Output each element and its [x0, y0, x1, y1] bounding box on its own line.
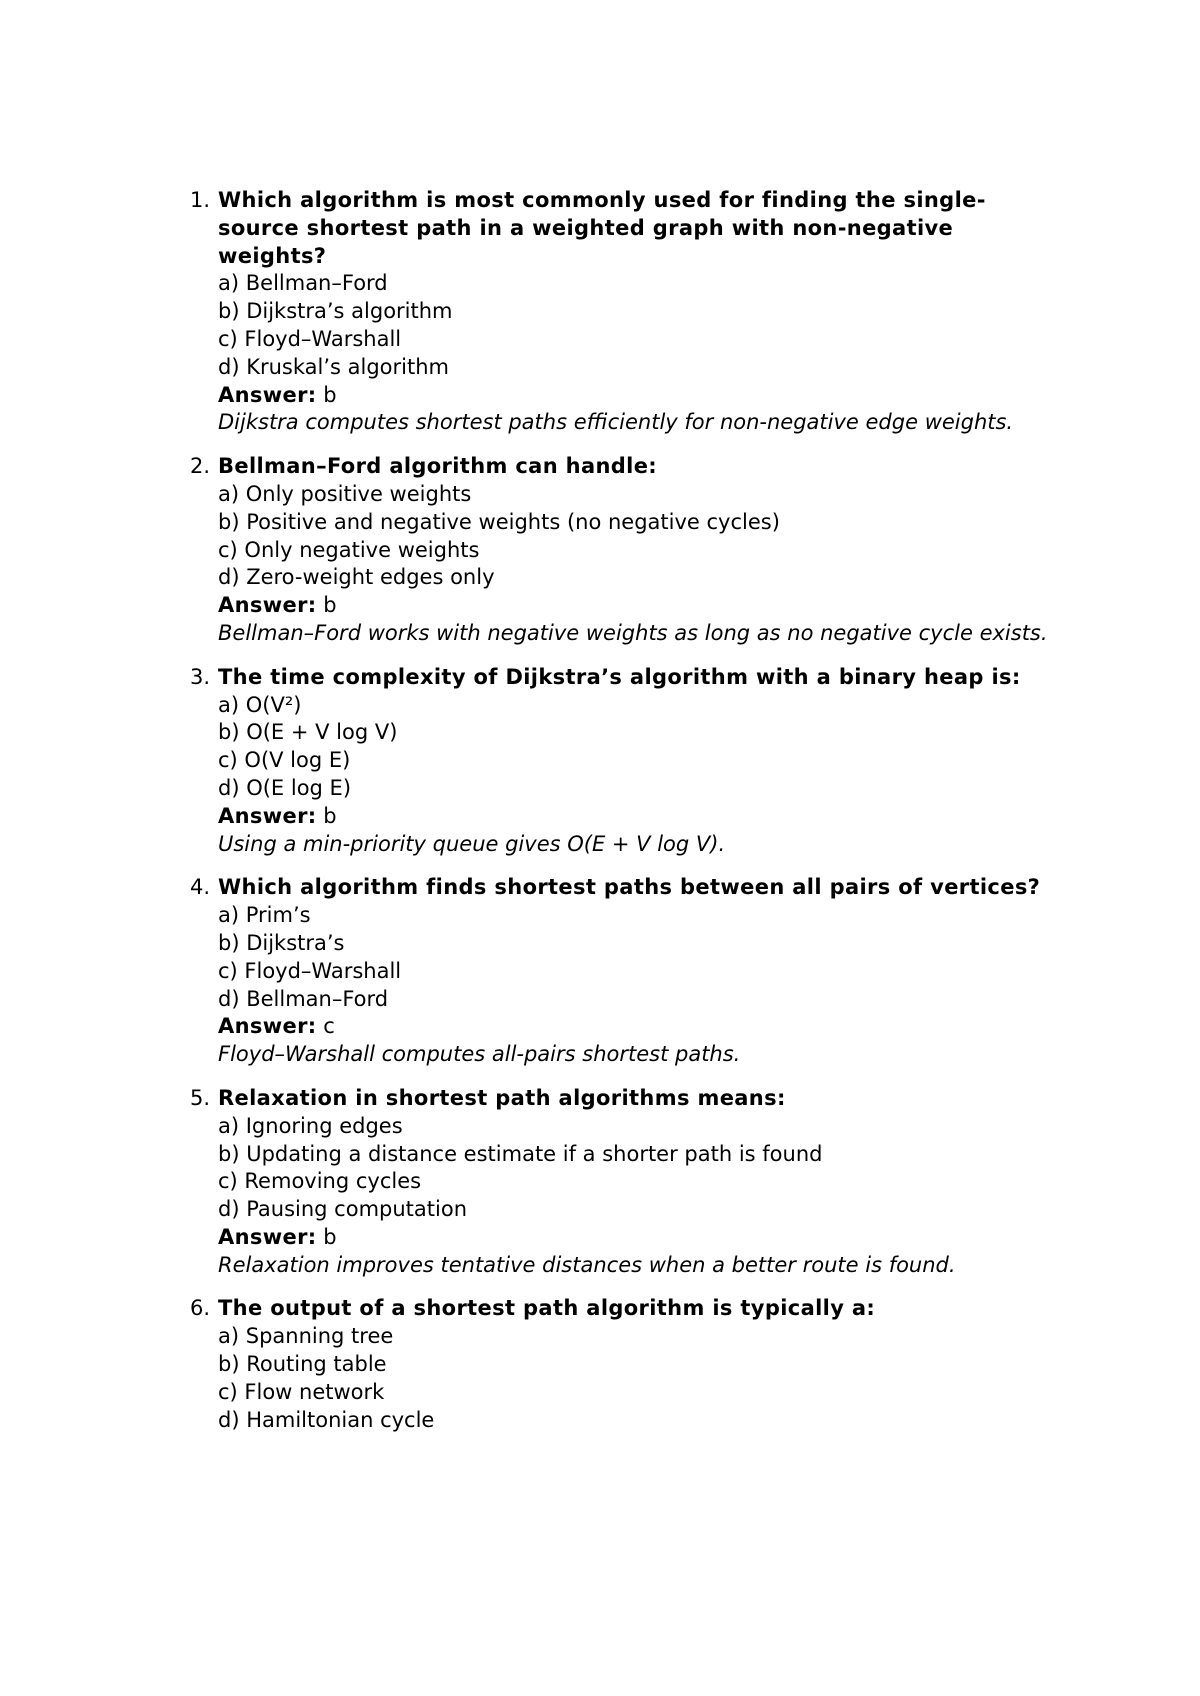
explanation: Relaxation improves tentative distances when a better route is found.: [218, 1252, 956, 1277]
question-number: 6.: [189, 1296, 210, 1321]
question-text: The time complexity of Dijkstra’s algorithm with a binary heap is:: [218, 664, 1021, 689]
explanation: Bellman–Ford works with negative weights as long as no negative cycle exists.: [218, 620, 1048, 645]
question-item: [189, 874, 1058, 1069]
option-a: a) Spanning tree: [218, 1324, 394, 1349]
option-c: c) Floyd–Warshall: [218, 958, 402, 983]
option-b: b) O(E + V log V): [218, 720, 398, 745]
question-text: Relaxation in shortest path algorithms means:: [218, 1085, 786, 1110]
question-text: Which algorithm finds shortest paths between all pairs of vertices?: [218, 875, 1041, 900]
option-a: a) O(V²): [218, 692, 302, 717]
answer-line: [218, 1013, 1058, 1041]
option-d: d) Bellman–Ford: [218, 986, 389, 1011]
explanation: Using a min-priority queue gives O(E + V log V).: [218, 831, 726, 856]
option-d: d) Zero-weight edges only: [218, 565, 495, 590]
question-number: 2.: [189, 454, 210, 479]
answer-label: Answer:: [218, 1014, 317, 1039]
question-item: [189, 187, 1058, 437]
answer-line: [218, 382, 1058, 410]
option-b: b) Dijkstra’s algorithm: [218, 299, 453, 324]
question-list: [189, 187, 1058, 1450]
answer-label: Answer:: [218, 803, 317, 828]
option-d: d) Kruskal’s algorithm: [218, 354, 449, 379]
option-d: d) Hamiltonian cycle: [218, 1407, 435, 1432]
option-a: a) Ignoring edges: [218, 1113, 403, 1138]
question-number: 4.: [189, 875, 210, 900]
question-item: [189, 453, 1058, 648]
option-a: a) Only positive weights: [218, 481, 472, 506]
option-b: b) Routing table: [218, 1352, 387, 1377]
question-item: [189, 1085, 1058, 1280]
option-c: c) Only negative weights: [218, 537, 480, 562]
answer-line: [218, 803, 1058, 831]
option-d: d) Pausing computation: [218, 1197, 468, 1222]
question-number: 5.: [189, 1085, 210, 1110]
option-c: c) Floyd–Warshall: [218, 326, 402, 351]
answer-label: Answer:: [218, 593, 317, 618]
question-number: 3.: [189, 664, 210, 689]
answer-value: c: [323, 1014, 335, 1039]
answer-value: b: [323, 382, 337, 407]
answer-label: Answer:: [218, 382, 317, 407]
explanation: Floyd–Warshall computes all-pairs shortest paths.: [218, 1042, 741, 1067]
option-b: b) Positive and negative weights (no negative cycles): [218, 509, 780, 534]
question-item: [189, 664, 1058, 859]
question-text: Which algorithm is most commonly used for finding the single-source shortest path in a weighted graph with non-negative weights?: [218, 188, 986, 268]
option-a: a) Prim’s: [218, 903, 311, 928]
option-b: b) Dijkstra’s: [218, 930, 345, 955]
question-text: Bellman–Ford algorithm can handle:: [218, 454, 658, 479]
question-number: 1.: [189, 188, 210, 212]
answer-line: [218, 592, 1058, 620]
option-b: b) Updating a distance estimate if a shorter path is found: [218, 1141, 823, 1166]
option-d: d) O(E log E): [218, 775, 352, 800]
answer-label: Answer:: [218, 1224, 317, 1249]
option-c: c) Flow network: [218, 1379, 385, 1404]
answer-value: b: [323, 593, 337, 618]
answer-line: [218, 1224, 1058, 1252]
question-text: The output of a shortest path algorithm is typically a:: [218, 1296, 876, 1321]
answer-value: b: [323, 1224, 337, 1249]
option-c: c) O(V log E): [218, 748, 351, 773]
answer-value: b: [323, 803, 337, 828]
option-c: c) Removing cycles: [218, 1169, 422, 1194]
explanation: Dijkstra computes shortest paths efficiently for non-negative edge weights.: [218, 410, 1014, 435]
question-item: [189, 1295, 1058, 1434]
option-a: a) Bellman–Ford: [218, 271, 388, 296]
